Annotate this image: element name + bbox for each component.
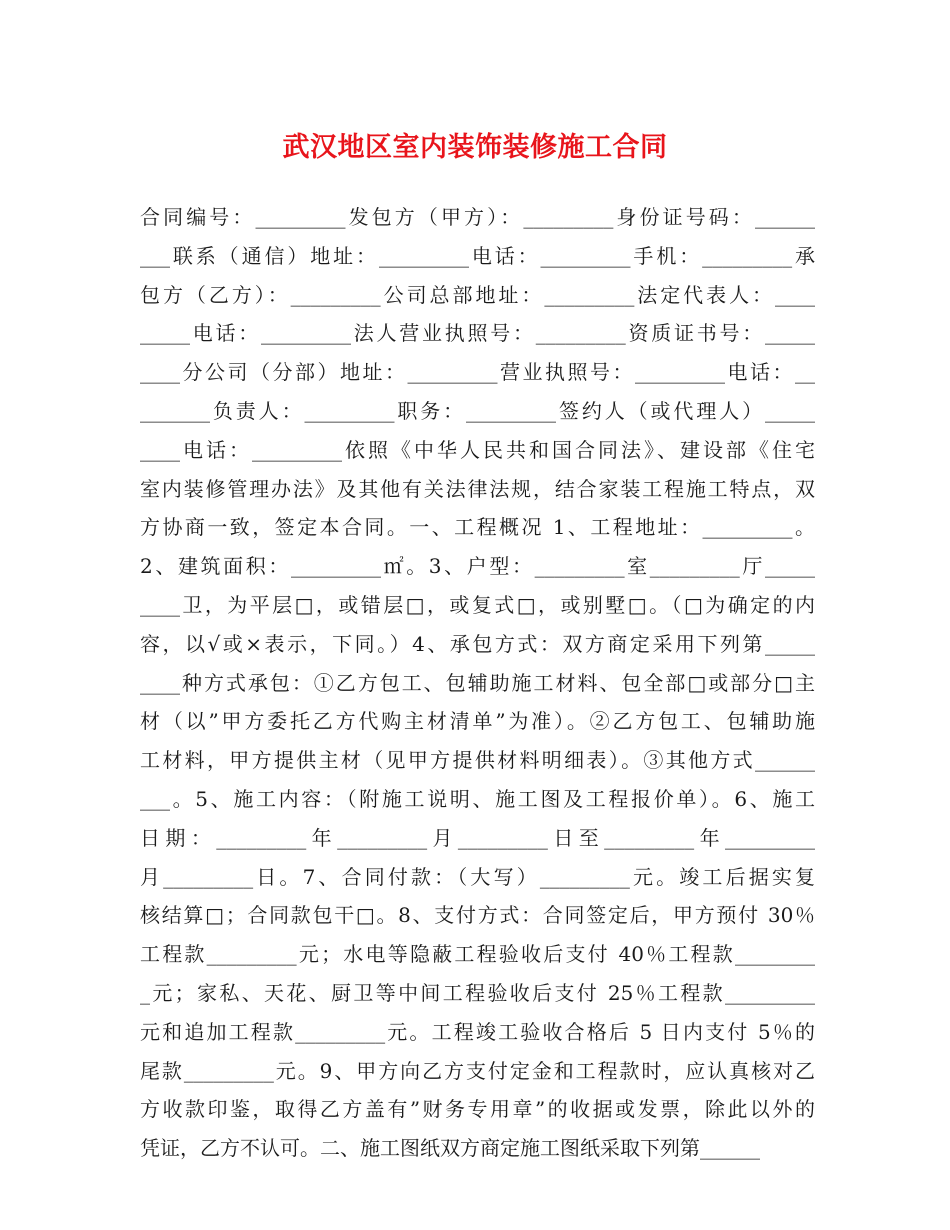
body-line-19: 核结算□；合同款包干□。8、支付方式：合同签定后，甲方预付 30％ — [140, 903, 815, 928]
body-line-17: 日期：_________年_________月_________日至_________年_________ — [140, 825, 815, 850]
body-line-6: _______负责人：_________职务：_________签约人（或代理人）_____ — [140, 398, 815, 423]
body-line-3: 包方（乙方）：_________公司总部地址：_________法定代表人：____ — [140, 282, 815, 307]
body-line-9: 方协商一致，签定本合同。一、工程概况 1、工程地址：_________。 — [140, 515, 815, 540]
body-line-4: _____电话：_________法人营业执照号：_________资质证书号：_____ — [140, 321, 815, 346]
body-line-22: 元和追加工程款_________元。工程竣工验收合格后 5 日内支付 5％的 — [140, 1019, 815, 1044]
body-line-12: 容，以√或×表示，下同。）4、承包方式：双方商定采用下列第_____ — [140, 631, 815, 656]
body-line-1: 合同编号：_________发包方（甲方）：_________身份证号码：______ — [140, 205, 815, 229]
body-line-13: ____种方式承包：①乙方包工、包辅助施工材料、包全部□或部分□主 — [140, 670, 815, 695]
body-line-11: ____卫，为平层□，或错层□，或复式□，或别墅□。（□为确定的内 — [140, 592, 815, 617]
body-line-25: 凭证，乙方不认可。二、施工图纸双方商定施工图纸采取下列第______ — [140, 1136, 760, 1161]
body-line-2: ___联系（通信）地址：_________电话：_________手机：_________承 — [140, 243, 815, 268]
body-line-24: 方收款印鉴，取得乙方盖有”财务专用章”的收据或发票，除此以外的 — [140, 1097, 815, 1122]
body-line-18: 月_________日。7、合同付款：（大写）_________元。竣工后据实复 — [140, 864, 815, 889]
body-line-21: _元；家私、天花、厨卫等中间工程验收后支付 25％工程款_________ — [140, 980, 815, 1005]
body-line-16: ___。5、施工内容：（附施工说明、施工图及工程报价单）。6、施工 — [140, 786, 815, 811]
body-line-23: 尾款_________元。9、甲方向乙方支付定金和工程款时，应认真核对乙 — [140, 1058, 815, 1083]
body-line-8: 室内装修管理办法》及其他有关法律法规，结合家装工程施工特点，双 — [140, 476, 815, 501]
contract-body — [140, 198, 815, 1168]
body-line-20: 工程款_________元；水电等隐蔽工程验收后支付 40％工程款________ — [140, 942, 815, 967]
body-line-5: ____分公司（分部）地址：_________营业执照号：_________电话：__ — [140, 360, 815, 385]
body-line-14: 材（以”甲方委托乙方代购主材清单”为准）。②乙方包工、包辅助施 — [140, 709, 815, 734]
body-line-15: 工材料，甲方提供主材（见甲方提供材料明细表）。③其他方式______ — [140, 748, 815, 773]
body-line-10: 2、建筑面积：_________㎡。3、户型：_________室_________厅_____ — [140, 554, 815, 579]
document-title: 武汉地区室内装饰装修施工合同 — [282, 132, 668, 163]
body-line-7: ____电话：_________依照《中华人民共和国合同法》、建设部《住宅 — [140, 437, 815, 462]
